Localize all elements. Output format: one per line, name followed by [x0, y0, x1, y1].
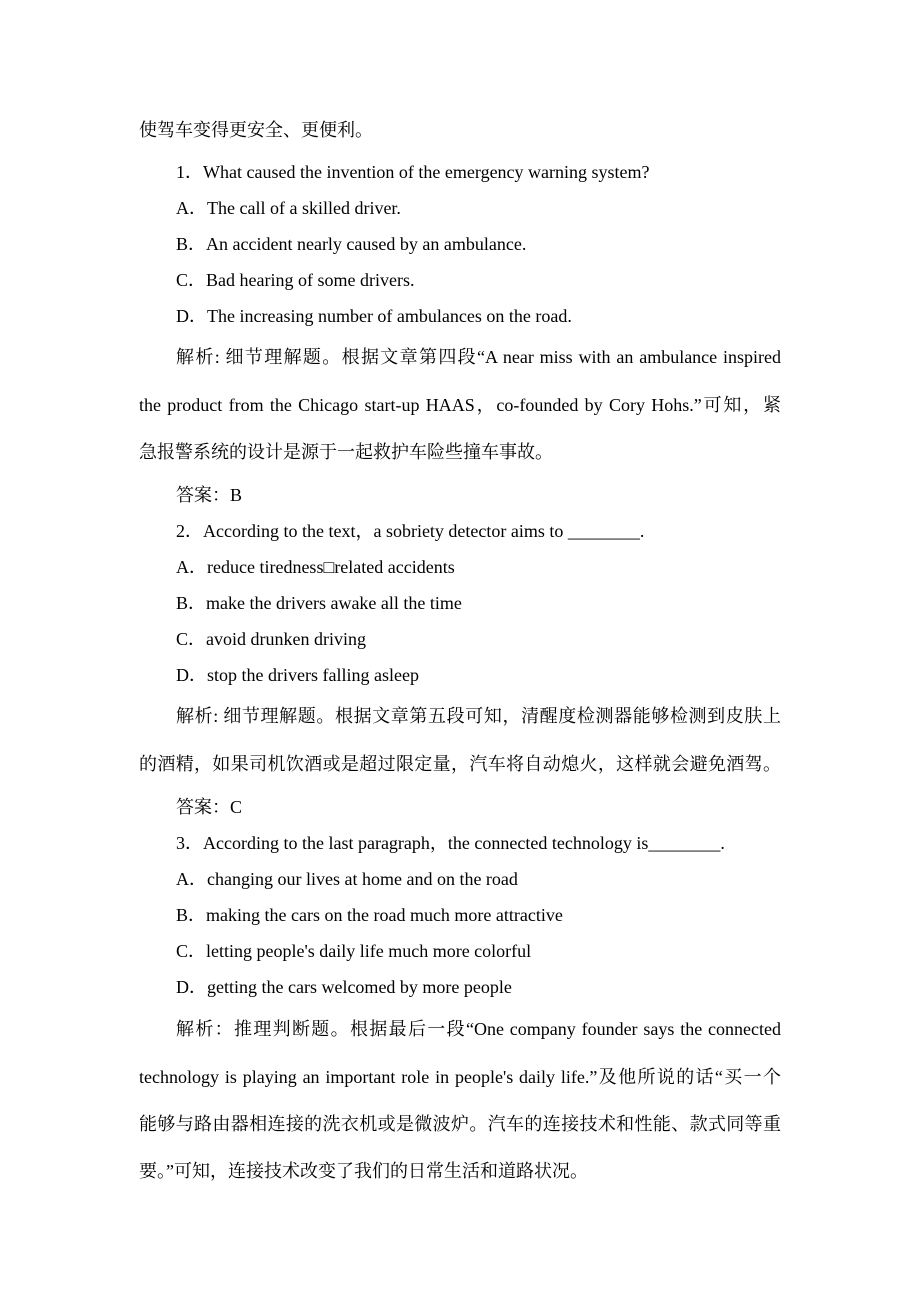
- question-2-analysis-line: 的酒精，如果司机饮酒或是超过限定量，汽车将自动熄火，这样就会避免酒驾。: [139, 754, 781, 774]
- question-2-option-a: A．reduce tiredness□related accidents: [176, 557, 455, 577]
- question-2-option-c: C．avoid drunken driving: [176, 629, 366, 649]
- question-2-option-d: D．stop the drivers falling asleep: [176, 665, 419, 685]
- question-3-analysis-line: 要。”可知，连接技术改变了我们的日常生活和道路状况。: [139, 1161, 588, 1181]
- intro-text: 使驾车变得更安全、更便利。: [139, 120, 373, 140]
- question-3-option-c: C．letting people's daily life much more colorful: [176, 941, 532, 961]
- question-1-stem: 1．What caused the invention of the emergency warning system?: [176, 162, 650, 182]
- question-2-stem: 2．According to the text，a sobriety detector aims to ________.: [176, 521, 645, 541]
- question-3-stem: 3．According to the last paragraph，the connected technology is________.: [176, 833, 725, 853]
- question-1-option-a: A．The call of a skilled driver.: [176, 198, 401, 218]
- question-3-option-b: B．making the cars on the road much more attractive: [176, 905, 563, 925]
- question-1-answer: 答案：B: [176, 485, 243, 505]
- question-3-analysis-line: 能够与路由器相连接的洗衣机或是微波炉。汽车的连接技术和性能、款式同等重: [139, 1114, 781, 1134]
- question-1-analysis-line: the product from the Chicago start-up HAAS，co-founded by Cory Hohs.”可知，紧: [139, 395, 781, 415]
- question-3-analysis-line: 解析：推理判断题。根据最后一段“One company founder says the connected: [176, 1019, 781, 1039]
- question-1-option-c: C．Bad hearing of some drivers.: [176, 270, 415, 290]
- question-1-option-b: B．An accident nearly caused by an ambulance.: [176, 234, 527, 254]
- question-1-option-d: D．The increasing number of ambulances on the road.: [176, 306, 572, 326]
- question-1-analysis-line: 解析: 细节理解题。根据文章第四段“A near miss with an ambulance inspired: [176, 347, 781, 367]
- question-3-option-a: A．changing our lives at home and on the road: [176, 869, 518, 889]
- question-3-option-d: D．getting the cars welcomed by more people: [176, 977, 512, 997]
- question-2-analysis-line: 解析: 细节理解题。根据文章第五段可知，清醒度检测器能够检测到皮肤上: [176, 706, 781, 726]
- question-2-answer: 答案：C: [176, 797, 243, 817]
- question-3-analysis-line: technology is playing an important role in people's daily life.”及他所说的话“买一个: [139, 1067, 781, 1087]
- question-2-option-b: B．make the drivers awake all the time: [176, 593, 462, 613]
- question-1-analysis-line: 急报警系统的设计是源于一起救护车险些撞车事故。: [139, 442, 553, 462]
